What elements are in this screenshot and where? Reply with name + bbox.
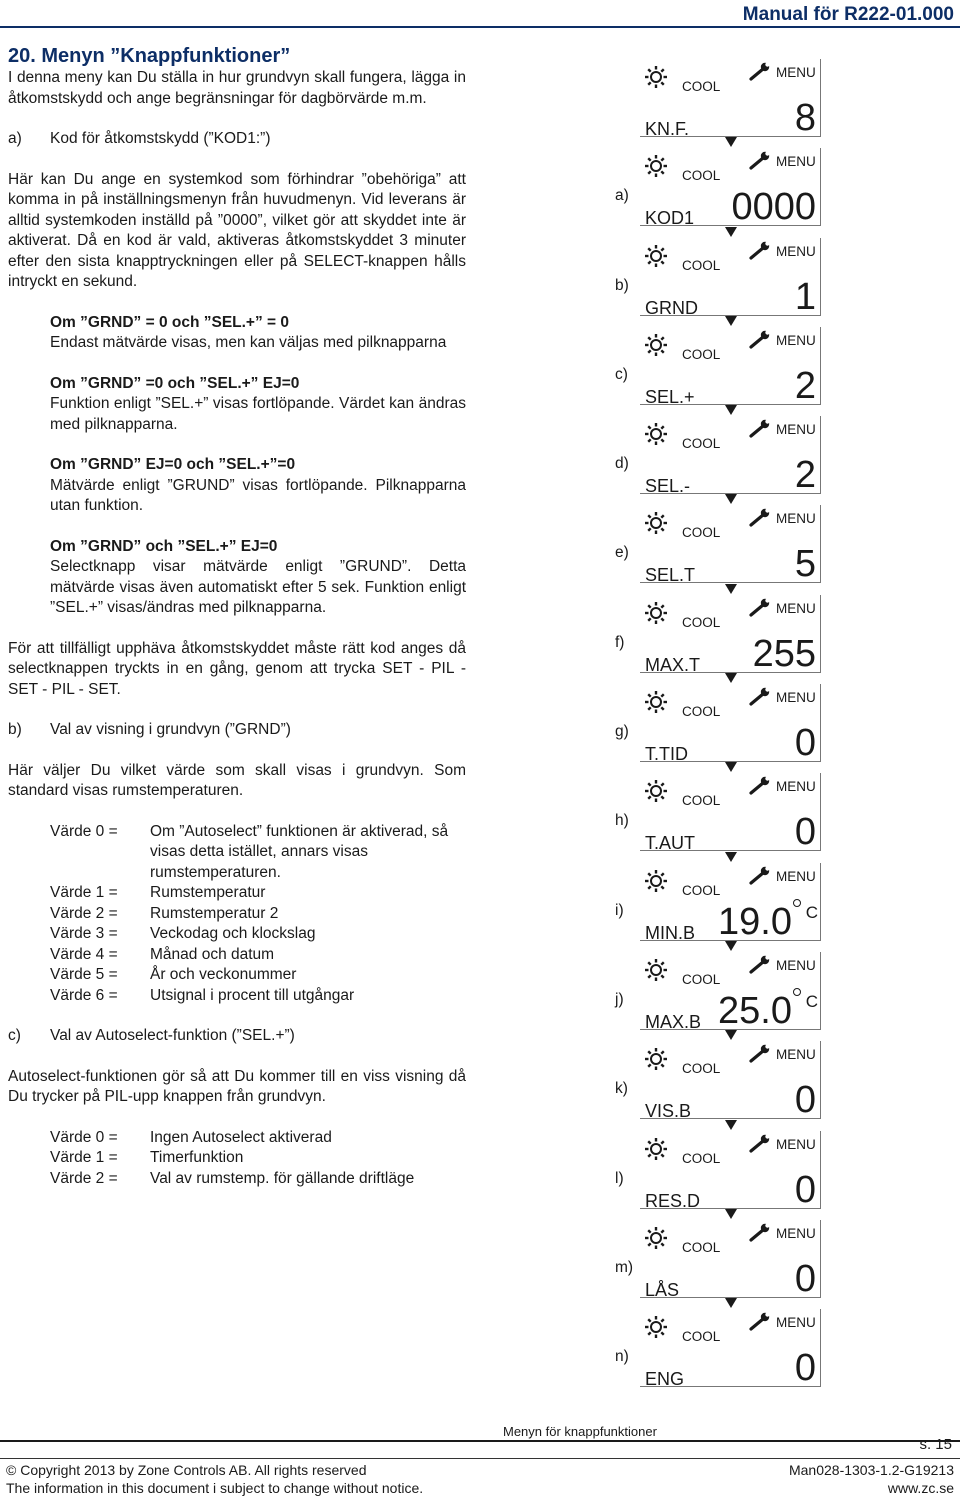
parameter-name: KN.F. [645,119,690,139]
panel-label: l) [615,1169,624,1187]
value-row [50,1128,466,1149]
cool-indicator: COOL [682,1061,721,1077]
condition-block [50,313,466,354]
lcd-display [640,773,821,854]
section-c-title: Val av Autoselect-funktion (”SEL.+”) [50,1027,295,1044]
condition-title: Om ”GRND” och ”SEL.+” EJ=0 [50,537,278,555]
down-arrow-icon [725,852,737,862]
panel-label: n) [615,1348,629,1366]
value-desc: Rumstemperatur [150,884,266,901]
parameter-name: RES.D [645,1190,701,1211]
parameter-name: T.AUT [645,833,696,854]
header-rule [0,26,960,28]
wrench-icon [748,776,772,796]
sun-icon [644,154,668,178]
parameter-name: T.TID [645,744,688,765]
wrench-icon [748,1223,772,1243]
panel-label: f) [615,633,625,651]
display-panel [610,1127,825,1216]
section-b-label: b) [8,721,22,738]
menu-indicator: MENU [776,422,816,438]
sun-icon [644,869,668,893]
value-row [50,904,466,925]
parameter-name: GRND [645,297,698,318]
sun-icon [644,690,668,714]
value-row [50,883,466,904]
sun-icon [644,779,668,803]
down-arrow-icon [725,405,737,415]
menu-indicator: MENU [776,154,816,170]
wrench-icon [748,866,772,886]
section-c-body: Autoselect-funktionen gör så att Du kommer till en viss visning då Du trycker på PIL-upp knappen från grundvyn. [8,1067,466,1105]
cool-indicator: COOL [682,436,721,452]
value-key: Värde 0 = [50,1128,118,1146]
degree-icon [793,988,801,996]
panel-label: k) [615,1080,628,1098]
menu-indicator: MENU [776,511,816,527]
down-arrow-icon [725,584,737,594]
degree-icon [793,899,801,907]
down-arrow-icon [725,762,737,772]
lcd-display [640,327,821,405]
wrench-icon [748,508,772,528]
value-row [50,822,466,884]
section-b-body: Här väljer Du vilket värde som skall visas i grundvyn. Som standard visas rumstemperaturen. [8,761,466,799]
document-number: Man028-1303-1.2-G19213 [788,1462,954,1478]
footer-rule [0,1440,960,1442]
menu-indicator: MENU [776,1047,816,1063]
section-c-label: c) [8,1027,21,1044]
sun-icon [644,333,668,357]
sun-icon [644,244,668,268]
display-panel [610,948,825,1037]
menu-indicator: MENU [776,65,816,80]
condition-text: Mätvärde enligt ”GRUND” visas fortlöpande. Pilknapparna utan funktion. [50,476,466,514]
page-number: s. 15 [919,1436,952,1453]
sun-icon [644,958,668,982]
parameter-value: 1 [794,275,816,318]
down-arrow-icon [725,1120,737,1130]
wrench-icon [748,1134,772,1154]
sun-icon [644,65,668,89]
down-arrow-icon [725,137,737,147]
value-key: Värde 1 = [50,884,118,901]
section-a-heading [8,129,466,150]
display-panel [610,144,825,233]
panel-label: b) [615,276,629,294]
parameter-value: 255 [752,632,816,675]
parameter-name: MAX.T [645,654,701,675]
menu-indicator: MENU [776,868,816,884]
down-arrow-icon [725,1030,737,1040]
lcd-display [640,238,821,316]
parameter-name: SEL.- [645,476,691,497]
down-arrow-icon [725,941,737,951]
display-panel [610,1037,825,1126]
display-panel [610,769,825,858]
lcd-display [640,684,821,765]
value-key: Värde 4 = [50,945,118,963]
condition-text: Endast mätvärde visas, men kan väljas med pilknapparna [50,334,447,351]
lcd-display [640,863,821,941]
section-b-heading [8,720,466,741]
section-a-title: Kod för åtkomstskydd (”KOD1:”) [50,130,271,147]
parameter-value: 19.0 [718,900,792,943]
unit-label: C [805,902,818,922]
cool-indicator: COOL [682,79,721,94]
down-arrow-icon [725,227,737,237]
value-desc: Timerfunktion [150,1149,244,1166]
down-arrow-icon [725,316,737,326]
panel-label: c) [615,365,628,383]
display-panel [610,412,825,501]
cool-indicator: COOL [682,525,721,541]
wrench-icon [748,151,772,171]
cool-indicator: COOL [682,1150,721,1166]
down-arrow-icon [725,673,737,683]
sun-icon [644,1226,668,1250]
value-key: Värde 5 = [50,966,118,983]
wrench-icon [748,62,772,82]
value-row [50,965,466,986]
value-key: Värde 3 = [50,925,118,942]
menu-indicator: MENU [776,1136,816,1152]
menu-indicator: MENU [776,1225,816,1241]
panel-label: i) [615,901,624,919]
wrench-icon [748,241,772,261]
menu-indicator: MENU [776,243,816,259]
cool-indicator: COOL [682,704,721,720]
down-arrow-icon [725,1298,737,1308]
value-desc: Utsignal i procent till utgångar [150,986,355,1004]
cool-indicator: COOL [682,168,721,184]
panel-label: j) [615,990,624,1008]
footer-rule-thin [0,1458,960,1459]
section-a-body: Här kan Du ange en systemkod som förhindrar ”obehöriga” att komma in på inställningsmenyn från huvudmenyn. Vid leverans är alltid systemkoden inställd på ”0000”, vilket gör att skyddet inte är aktiverat. Då en kod är vald, aktiveras åtkomstskyddet 3 minuter efter den sista knapptryckningen eller på SELECT-knappen hålls intryckt en sekund. [8,170,466,290]
condition-block [50,374,466,436]
value-key: Värde 1 = [50,1149,118,1166]
display-panel [610,859,825,948]
unit-label: C [805,991,818,1011]
parameter-value: 0 [794,1168,816,1211]
value-row [50,1169,466,1190]
menu-indicator: MENU [776,779,816,795]
manual-title: Manual för R222-01.000 [742,4,954,25]
display-panel [610,680,825,769]
website[interactable]: www.zc.se [887,1480,954,1496]
panel-label: a) [615,187,629,205]
parameter-name: SEL.T [645,565,696,586]
condition-title: Om ”GRND” = 0 och ”SEL.+” = 0 [50,313,290,331]
sun-icon [644,1137,668,1161]
value-row [50,924,466,945]
parameter-name: LÅS [645,1279,680,1300]
cool-indicator: COOL [682,971,721,987]
lcd-display [640,1131,821,1209]
parameter-value: 0 [794,1079,816,1122]
lcd-display [640,1041,821,1122]
cool-indicator: COOL [682,614,721,630]
section-title: 20. Menyn ”Knappfunktioner” [8,45,291,67]
condition-title: Om ”GRND” =0 och ”SEL.+” EJ=0 [50,374,300,392]
display-panel [610,55,825,144]
menu-indicator: MENU [776,690,816,706]
section-c-heading [8,1026,466,1047]
parameter-value: 5 [794,543,816,586]
lcd-display [640,952,821,1030]
value-desc: År och veckonummer [150,966,297,983]
panel-label: g) [615,723,629,741]
sun-icon [644,422,668,446]
parameter-value: 0 [794,722,816,765]
display-panel [610,591,825,680]
intro-paragraph: I denna meny kan Du ställa in hur grundvyn skall fungera, lägga in åtkomstskydd och ange begränsningar för dagbörvärde m.m. [8,69,466,107]
panel-label: m) [615,1258,634,1276]
parameter-value: 0 [794,1257,816,1300]
text-column [8,44,466,1209]
sun-icon [644,1315,668,1339]
section-a-label: a) [8,130,22,147]
parameter-value: 2 [794,454,816,497]
display-panel [610,1305,825,1394]
lcd-display [640,595,821,673]
parameter-value: 0000 [731,186,816,229]
parameter-value: 0 [794,811,816,854]
value-desc: Veckodag och klockslag [150,925,316,942]
value-desc: Om ”Autoselect” funktionen är aktiverad, så visas detta istället, annars visas rumstemperaturen. [150,822,449,881]
sun-icon [644,601,668,625]
display-panel [610,234,825,323]
value-row [50,945,466,966]
value-desc: Ingen Autoselect aktiverad [150,1128,332,1146]
wrench-icon [748,955,772,975]
cool-indicator: COOL [682,1239,721,1255]
cool-indicator: COOL [682,793,721,809]
lcd-display [640,505,821,586]
cool-indicator: COOL [682,882,721,898]
figure-caption: Menyn för knappfunktioner [503,1424,657,1439]
value-key: Värde 2 = [50,1169,118,1187]
wrench-icon [748,330,772,350]
menu-indicator: MENU [776,332,816,348]
value-desc: Val av rumstemp. för gällande driftläge [150,1169,415,1187]
wrench-icon [748,687,772,707]
display-column [610,55,825,1394]
display-panel [610,323,825,412]
section-b-title: Val av visning i grundvyn (”GRND”) [50,721,291,738]
parameter-value: 2 [794,364,816,407]
condition-block [50,455,466,517]
panel-label: h) [615,812,629,830]
down-arrow-icon [725,494,737,504]
value-key: Värde 2 = [50,904,118,922]
display-panel [610,501,825,590]
lcd-display [640,59,821,137]
lcd-display [640,1220,821,1298]
wrench-icon [748,1044,772,1064]
cool-indicator: COOL [682,1329,721,1345]
parameter-name: VIS.B [645,1101,692,1122]
condition-text: Funktion enligt ”SEL.+” visas fortlöpande. Värdet kan ändras med pilknapparna. [50,395,466,433]
lcd-display [640,148,821,229]
wrench-icon [748,419,772,439]
parameter-name: SEL.+ [645,386,695,407]
parameter-name: MAX.B [645,1011,702,1032]
condition-block [50,537,466,619]
parameter-name: KOD1 [645,208,695,229]
value-row [50,986,466,1007]
condition-text: Selectknapp visar mätvärde enligt ”GRUND”. Detta mätvärde visas även automatiskt efter 5 sek. Funktion enligt ”SEL.+” visas/ändras med pilknapparna. [50,558,466,616]
sun-icon [644,511,668,535]
cool-indicator: COOL [682,346,721,362]
parameter-value: 8 [794,97,816,139]
notice: The information in this document i subject to change without notice. [6,1480,424,1496]
menu-indicator: MENU [776,957,816,973]
cool-indicator: COOL [682,257,721,273]
value-desc: Rumstemperatur 2 [150,904,279,922]
parameter-value: 0 [794,1347,816,1390]
value-key: Värde 0 = [50,822,118,840]
wrench-icon [748,1312,772,1332]
lcd-display [640,1309,821,1390]
value-row [50,1148,466,1169]
sun-icon [644,1047,668,1071]
down-arrow-icon [725,1209,737,1219]
parameter-name: MIN.B [645,922,696,943]
parameter-name: ENG [645,1369,685,1390]
wrench-icon [748,598,772,618]
panel-label: e) [615,544,629,562]
display-panel [610,1216,825,1305]
value-key: Värde 6 = [50,986,118,1004]
condition-title: Om ”GRND” EJ=0 och ”SEL.+”=0 [50,456,296,473]
parameter-value: 25.0 [718,989,792,1032]
menu-indicator: MENU [776,600,816,616]
menu-indicator: MENU [776,1315,816,1331]
section-a-note: För att tillfälligt upphäva åtkomstskyddet måste rätt kod anges då selectknappen tryckts in en gång, genom att trycka SET - PIL - SET - PIL - SET. [8,639,466,698]
lcd-display [640,416,821,497]
value-desc: Månad och datum [150,945,275,963]
copyright: © Copyright 2013 by Zone Controls AB. All rights reserved [6,1462,367,1478]
panel-label: d) [615,455,629,473]
